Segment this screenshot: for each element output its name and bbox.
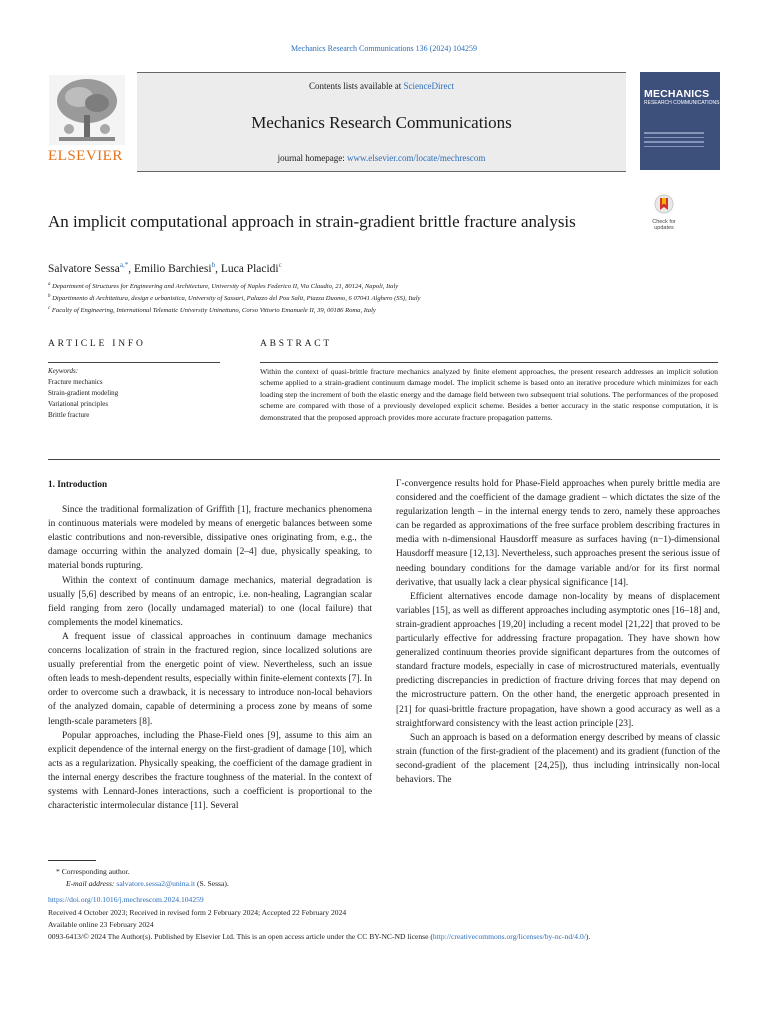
affiliation-mark: b [48, 294, 51, 299]
affiliation-mark: c [48, 306, 51, 311]
cover-subtitle: RESEARCH COMMUNICATIONS [644, 100, 720, 106]
keyword: Strain-gradient modeling [48, 389, 119, 397]
footnote-rule [48, 860, 96, 861]
journal-cover [640, 72, 720, 170]
author-sep: , [128, 262, 134, 275]
affiliation [48, 294, 728, 302]
author-sep: , [215, 262, 221, 275]
article-info-box [48, 362, 220, 421]
left-column [48, 477, 372, 813]
cover-title: MECHANICS [644, 88, 710, 100]
abstract-heading: ABSTRACT [260, 339, 333, 349]
keyword: Brittle fracture [48, 411, 90, 419]
affiliation-mark: a [48, 282, 51, 287]
email-suffix: (S. Sessa). [195, 879, 229, 889]
abstract-text: Within the context of quasi-brittle fracture mechanics analyzed by finite element approaches, the present research addresses an implicit solution scheme applied to a strain-gradient continuum damage model. The implicit scheme is based onto an iterative procedure which minimizes for each loading step the increment of both the elastic energy and the damage field between two subsequent trial solutions. The performances of the proposed scheme are compared with those of a previously developed explicit scheme. Besides a better accuracy in the static response computation, it is demonstrated that the proposed approach provides more accurate fracture propagation patterns. [260, 362, 718, 423]
paragraph: Popular approaches, including the Phase-Field ones [9], assume to this aim an explicit dependence of the internal energy on the first-gradient of damage [10], which acts as a regularization. Physically speaking, the coefficient of the damage gradient in the internal energy describes the fracture toughness of the material. In the context of systems with Lennard-Jones interactions, such a coefficient is proportional to the characteristic intermolecular distance [11]. Several [48, 730, 372, 812]
body-separator [48, 459, 720, 460]
author[interactable]: Salvatore Sessa [48, 262, 120, 275]
author-mark[interactable]: b [211, 261, 216, 269]
journal-banner [137, 72, 626, 172]
author[interactable]: Emilio Barchiesi [133, 262, 212, 275]
license-suffix: ). [585, 932, 591, 942]
author-mark[interactable]: c [278, 261, 282, 269]
journal-homepage-link[interactable]: www.elsevier.com/locate/mechrescom [347, 153, 486, 163]
license-line [48, 931, 728, 943]
homepage-prefix: journal homepage: [277, 153, 348, 163]
paragraph: Within the context of continuum damage mechanics, material degradation is usually [5,6] described by means of an entropic, i.e. non-healing, Lagrangian scalar field ranging from zero (locally undamaged material) to one (local failure) that complements the model kinematics. [48, 575, 372, 628]
sciencedirect-link[interactable]: ScienceDirect [403, 81, 454, 91]
homepage-line [137, 153, 626, 163]
paragraph: A frequent issue of classical approaches in continuum damage mechanics concerns localization of strain in the fractured region, since localized solutions are usually preferential from the energetic point of view. Nevertheless, such an issue often leads to mesh-dependent results, especially within finite-element contexts [7]. In order to overcome such a drawback, it is necessary to introduce non-local behaviors of the analyzed domain, capable of determining a process zone by means of some length-scale parameters [8]. [48, 631, 372, 727]
right-column [396, 477, 720, 787]
affiliation-text: Dipartimento di Architettura, design e urbanistica, University of Sassari, Palazzo del Pou Salit, Piazza Duomo, 6 07041 Alghero (SS), Italy [52, 295, 421, 303]
author-mark[interactable]: a,* [119, 261, 129, 269]
keyword: Variational principles [48, 400, 109, 408]
contents-line [137, 81, 626, 91]
available-online: Available online 23 February 2024 [48, 919, 154, 929]
author-list [48, 261, 282, 275]
cover-decoration [644, 132, 704, 150]
affiliation-text: Department of Structures for Engineering and Architecture, University of Naples Federico II, Via Claudio, 21, 80124, Napoli, Italy [52, 283, 399, 291]
email-line [48, 878, 728, 890]
publisher-name: ELSEVIER [48, 148, 123, 164]
corresponding-note: * Corresponding author. [56, 867, 130, 876]
license-link[interactable]: http://creativecommons.org/licenses/by-nc-nd/4.0/ [432, 932, 586, 942]
received-dates: Received 4 October 2023; Received in revised form 2 February 2024; Accepted 22 February 2024 [48, 907, 347, 917]
affiliation [48, 282, 728, 290]
paragraph: Such an approach is based on a deformation energy described by means of classic strain (function of the first-gradient of the placement) and its gradient (function of the second-gradient of the placement [24,25]), thus including intrinsically non-local behaviors. The [396, 732, 720, 785]
elsevier-tree-icon [48, 74, 126, 146]
bookmark-icon [653, 194, 675, 214]
article-title: An implicit computational approach in strain-gradient brittle fracture analysis [48, 212, 576, 231]
check-for-updates-badge[interactable] [646, 194, 682, 230]
publisher-logo [48, 74, 128, 164]
contents-prefix: Contents lists available at [309, 81, 404, 91]
running-head[interactable]: Mechanics Research Communications 136 (2024) 104259 [291, 44, 477, 53]
affiliation [48, 306, 728, 314]
paragraph: Since the traditional formalization of Griffith [1], fracture mechanics phenomena in continuous materials were modeled by means of energetic balances between some elastic contributions and non-reversible, dissipative ones originating from, e.g., the damage occurring within the analyzed domain [2–4] due, physically speaking, to material bonds rupturing. [48, 505, 372, 572]
keywords-label: Keywords: [48, 367, 79, 375]
affiliation-text: Faculty of Engineering, International Telematic University Uninettuno, Corso Vittorio Emanuele II, 39, 00186 Roma, Italy [51, 307, 376, 315]
doi-link[interactable]: https://doi.org/10.1016/j.mechrescom.2024.104259 [48, 895, 204, 905]
section-heading: 1. Introduction [48, 479, 108, 489]
badge-label: Check for updates [652, 219, 676, 231]
article-info-heading: ARTICLE INFO [48, 339, 146, 349]
email-label: E-mail address: [66, 879, 115, 889]
journal-title: Mechanics Research Communications [251, 113, 512, 132]
footnotes [48, 866, 728, 943]
paragraph: Γ-convergence results hold for Phase-Field approaches when purely brittle media are considered and the coefficient of the damage gradient – which dictates the size of the regularization length – in the internal energy tends to zero, namely these approaches can be regarded as approximations of the free surface problem describing fractures in media with n-dimensional Hausdorff measure as surfaces having (n−1)-dimensional Hausdorff measure [12,13]. Nevertheless, such approaches present the serious issue of needing boundary conditions for the damage variable and/or for its first normal derivative, that usually lack a clear physical significance [14]. [396, 479, 720, 588]
author[interactable]: Luca Placidi [220, 262, 279, 275]
license-text: 0093-6413/© 2024 The Author(s). Published by Elsevier Ltd. This is an open access article under the CC BY-NC-ND license ( [48, 932, 433, 942]
paragraph: Efficient alternatives encode damage non-locality by means of displacement variables [15], as well as different approaches including asymptotic ones [16–18] and, strain-gradient approaches [19,20] including a recent model [21,22] that proved to be particularly effective for addressing fracture propagation. They have shown how generalized continuum theories provide significant departures from the outcomes of standard fracture models, especially in case of microstructured materials, eventually predicting discrepancies in prediction of fracture driving forces that may depend on the microstructure pattern. On the other hand, the energetic approach presented in [21] for quasi-brittle fracture propagation, have shown a good accuracy as well as a straightforward consistency with the least action principle [23]. [396, 591, 720, 729]
email-link[interactable]: salvatore.sessa2@unina.it [116, 879, 196, 889]
keyword: Fracture mechanics [48, 378, 103, 386]
